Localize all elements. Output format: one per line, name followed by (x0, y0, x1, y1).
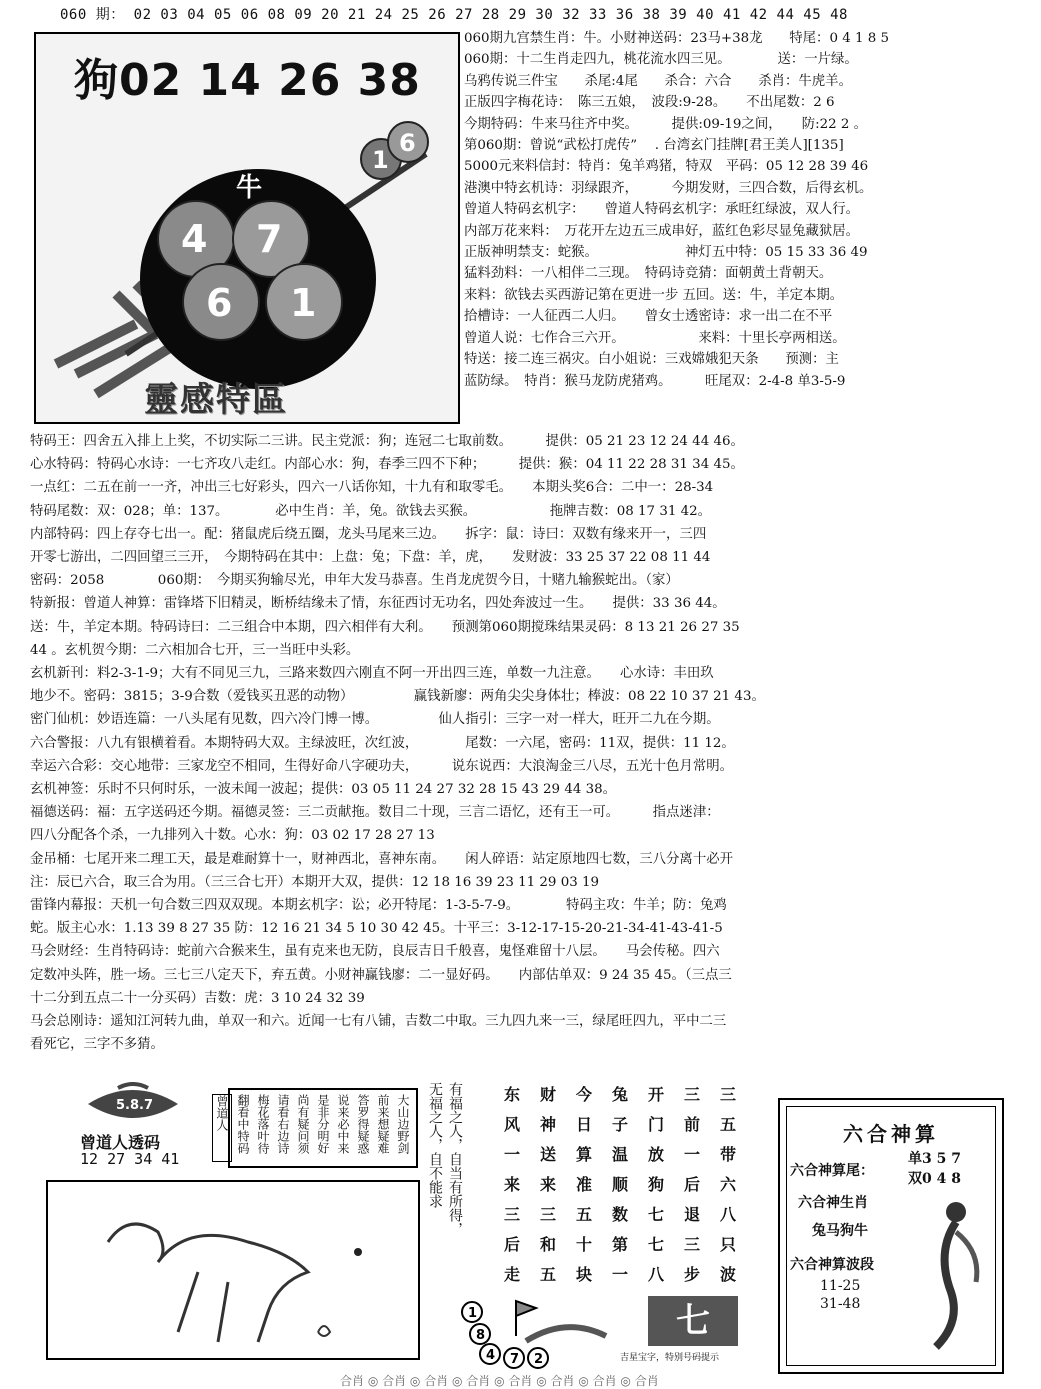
grid-cell: 财 (539, 1085, 556, 1104)
grid-cell: 准 (575, 1175, 592, 1194)
text-line: 5000元来料信封：特肖：兔羊鸡猪，特双 平码：05 12 28 39 46 (464, 159, 869, 175)
text-line: 密码：2058 060期： 今期买狗输尽光，申年大发马恭喜。生肖龙虎贺今日，十赌九输猴蛇出。（家） (30, 573, 679, 589)
grid-cell: 块 (575, 1265, 592, 1284)
grid-cell: 今 (575, 1085, 592, 1104)
grid-cell: 和 (539, 1235, 556, 1254)
poem-col: 是非分明好 (316, 1094, 330, 1154)
grid-cell: 日 (575, 1115, 592, 1134)
poem-col: 曾道人 (212, 1094, 232, 1162)
grid-cell: 五 (719, 1115, 736, 1134)
text-line: 心水特码：特码心水诗：一七齐攻八走红。内部心水：狗，春季三四不下种； 提供：猴：04 11 22 28 31 34 45。 (30, 457, 744, 473)
grid-cell: 退 (683, 1205, 700, 1224)
grid-cell: 东 (503, 1085, 520, 1104)
liuhe-wave1: 11-25 (820, 1278, 861, 1294)
grid-cell: 后 (503, 1235, 520, 1254)
text-line: 拾槽诗：一人征西二人归。 曾女士透密诗：求一出二在不平 (464, 309, 833, 325)
bottom-balls-graphic (456, 1296, 616, 1376)
grid-cell: 第 (611, 1235, 628, 1254)
issue-numbers-line: 060 期： 02 03 04 05 06 08 09 20 21 24 25 26 27 28 29 30 32 33 36 38 39 40 41 42 44 45 48 (60, 7, 848, 23)
poem-col: 梅花落叶待 (256, 1094, 270, 1154)
bottom-ball-label: 2 (534, 1352, 544, 1367)
ball-label-7: 7 (256, 217, 283, 261)
grid-row (494, 1172, 746, 1202)
liuhe-double: 双0 4 8 (908, 1171, 961, 1187)
grid-cell: 八 (647, 1265, 664, 1284)
right-text-column (464, 28, 1036, 392)
flag-icon (516, 1301, 536, 1336)
poem-col: 大山边野剑 (396, 1094, 410, 1154)
text-line: 曾道人特码玄机字： 曾道人特码玄机字：承旺红绿波，双人行。 (464, 202, 860, 218)
grid-cell: 顺 (611, 1175, 628, 1194)
ball-label-6: 6 (206, 281, 233, 325)
text-line: 特码王：四舍五入排上上奖，不切实际二三讲。民主党派：狗；连冠二七取前数。 提供：05 21 23 12 24 44 46。 (30, 434, 744, 449)
zdr-title: 曾道人透码 (80, 1133, 161, 1152)
bottom-ball-label: 1 (468, 1306, 478, 1321)
pot-block (70, 1082, 220, 1172)
ball-label-1: 1 (290, 281, 317, 325)
poem-col: 翻看中特码 (236, 1094, 250, 1154)
grid-cell: 来 (503, 1175, 520, 1194)
grid-row (494, 1262, 746, 1292)
grid-cell: 三 (683, 1085, 700, 1104)
grid-cell: 带 (719, 1145, 736, 1164)
grid-cell: 只 (719, 1235, 736, 1254)
grid-cell: 步 (683, 1265, 700, 1284)
liuhe-title: 六合神算 (843, 1122, 939, 1146)
bottom-ball-label: 7 (510, 1352, 520, 1367)
grid-cell: 三 (503, 1205, 520, 1224)
grid-row (494, 1232, 746, 1262)
poem-col: 尚有疑问须 (296, 1094, 310, 1154)
zdr-numbers: 12 27 34 41 (80, 1150, 180, 1168)
grid-cell: 一 (683, 1145, 700, 1164)
text-line: 开零七游出，二四回望三三开， 今期特码在其中：上盘：兔；下盘：羊，虎， 发财波：33 25 37 22 08 11 44 (30, 550, 711, 566)
text-line: 蛇。版主心水：1.13 39 8 27 35 防：12 16 21 34 5 10 30 42 45。十平三：3-12-17-15-20-21-34-41-43-41-5 (30, 921, 723, 937)
liuhe-wave2: 31-48 (820, 1296, 861, 1312)
seven-box: 七 (648, 1296, 738, 1346)
main-text-block (30, 430, 1035, 1056)
arrow-ball-label-1: 1 (372, 146, 389, 174)
text-line: 六合警报：八九有银横着看。本期特码大双。主绿波旺，次红波， 尾数：一六尾，密码：11双，提供：11 12。 (30, 735, 735, 751)
text-line: 港澳中特玄机诗：羽绿跟齐， 今期发财，三四合数，后得玄机。 (464, 180, 873, 196)
zodiac-label: 牛 (236, 173, 263, 203)
liuhe-zodiac-label: 六合神生肖 (798, 1195, 868, 1211)
text-line: 地少不。密码：3815；3-9合数（爱钱买丑恶的动物） 赢钱新廖：两角尖尖身体壮；棒波：08 22 10 37 21 43。 (30, 689, 765, 705)
text-line: 正版四字梅花诗： 陈三五娘， 波段:9-28。 不出尾数：2 6 (464, 95, 835, 111)
liuhe-single: 单3 5 7 (908, 1151, 961, 1167)
grid-cell: 波 (719, 1265, 736, 1284)
text-line: 第060期：曾说“武松打虎传” . 台湾玄门挂牌[君王美人][135] (464, 138, 844, 154)
poem-box (215, 1088, 418, 1168)
text-line: 福德送码：福：五字送码还今期。福德灵签：三二贡献拖。数目二十现，三言二语忆，还有王一可。 指点迷津： (30, 805, 720, 821)
text-line: 曾道人说：七作合三六开。 来料：十里长亭两相送。 (464, 330, 846, 346)
text-line: 四八分配各个杀，一九排列入十数。心水：狗：03 02 17 28 27 13 (30, 828, 435, 844)
bottom-ball-label: 4 (486, 1348, 496, 1363)
horse-sketch (48, 1182, 418, 1358)
hero-panel (34, 32, 460, 424)
pot-icon (78, 1082, 188, 1126)
text-line: 特新报：曾道人神算：雷锋塔下旧精灵，断桥结缘未了情，东征西讨无功名，四处奔波过一生。 提供：33 36 44。 (30, 596, 726, 612)
horse-picture (46, 1180, 420, 1360)
grid-cell: 走 (503, 1265, 520, 1284)
text-line: 今期特码：牛来马往齐中奖。 提供:09-19之间， 防:22 2 。 (464, 116, 868, 132)
text-line: 注：辰已六合，取三合为用。（三三合七开）本期开大双，提供：12 18 16 39 23 11 29 03 19 (30, 874, 600, 890)
grid-cell: 温 (611, 1145, 628, 1164)
text-line: 正版神明禁支：蛇猴。 神灯五中特：05 15 33 36 49 (464, 245, 868, 261)
footer-strip: 合肖 ◎ 合肖 ◎ 合肖 ◎ 合肖 ◎ 合肖 ◎ 合肖 ◎ 合肖 ◎ 合肖 (340, 1374, 659, 1388)
text-line: 内部万花来料： 万花开左边五三成串好，蓝红色彩尽显兔藏狱居。 (464, 223, 860, 239)
ball-label-4: 4 (181, 217, 208, 261)
text-line: 猛料劲料：一八相伴二三现。 特码诗竞猜：面朝黄土背朝天。 (464, 266, 833, 282)
text-line: 44 。玄机贺今期：二六相加合七开，三一当旺中头彩。 (30, 642, 360, 658)
liuhe-box (778, 1098, 1004, 1374)
grid-cell: 三 (683, 1235, 700, 1254)
grid-row (494, 1082, 746, 1112)
text-line: 蓝防绿。 特肖：猴马龙防虎猪鸡。 旺尾双：2-4-8 单3-5-9 (464, 373, 846, 389)
grid-cell: 五 (575, 1205, 592, 1224)
grid-cell: 兔 (611, 1085, 628, 1104)
poem-col: 说来必中来 (336, 1094, 350, 1154)
text-line: 乌鸦传说三件宝 杀尾:4尾 杀合：六合 杀肖：牛虎羊。 (464, 73, 852, 89)
grid-cell: 八 (719, 1205, 736, 1224)
poem-col: 请看右边诗 (276, 1094, 290, 1154)
vertical-saying-2: 无福之人，自不能求 (427, 1082, 443, 1208)
grid-row (494, 1142, 746, 1172)
grid-cell: 神 (539, 1115, 556, 1134)
figure-icon (926, 1192, 996, 1352)
text-line: 特送：接二连三祸灾。白小姐说：三戏嫦娥犯天条 预测：主 (464, 352, 839, 368)
grid-cell: 五 (539, 1265, 556, 1284)
text-line: 看死它，三字不多猜。 (30, 1037, 164, 1053)
grid-cell: 三 (539, 1205, 556, 1224)
hero-numbers: 狗02 14 26 38 (74, 55, 421, 106)
character-grid (494, 1082, 746, 1292)
text-line: 幸运六合彩：交心地带：三家龙空不相同，生得好命八字硬功夫， 说东说西：大浪淘金三八尽，五光十色月常明。 (30, 758, 733, 774)
pot-label: 5.8.7 (116, 1098, 154, 1113)
arrow-ball-label-6: 6 (399, 129, 416, 157)
text-line: 060期九宫禁生肖：牛。小财神送码：23马+38龙 特尾：0 4 1 8 5 (464, 31, 890, 46)
liuhe-wave-label: 六合神算波段 (790, 1257, 874, 1273)
grid-cell: 算 (575, 1145, 592, 1164)
text-line: 来料：欲钱去买西游记第在更进一步 五回。送：牛，羊定本期。 (464, 287, 844, 303)
liuhe-zodiac: 兔马狗牛 (812, 1223, 868, 1239)
text-line: 马会财经：生肖特码诗：蛇前六合猴来生，虽有克来也无防，良辰吉日千般喜，鬼怪难留十八层。 马会传秘。四六 (30, 944, 720, 960)
text-line: 玄机神签：乐时不只何时乐，一波未闻一波起；提供：03 05 11 24 27 32 28 15 43 29 44 38。 (30, 782, 617, 798)
grid-cell: 送 (539, 1145, 556, 1164)
grid-cell: 十 (575, 1235, 592, 1254)
poem-col: 前来想疑难 (376, 1094, 390, 1154)
grid-cell: 数 (611, 1205, 628, 1224)
grid-row (494, 1112, 746, 1142)
grid-cell: 风 (503, 1115, 520, 1134)
text-line: 马会总刚诗：遥知江河转九曲，单双一和六。近闻一七有八铺，吉数二中取。三九四九来一三，绿尾旺四九，平中二三 (30, 1014, 727, 1030)
text-line: 内部特码：四上存夺七出一。配：猪鼠虎后绕五圈，龙头马尾来三边。 拆字：鼠：诗曰：双数有缘来开一，三四 (30, 526, 707, 542)
grid-cell: 一 (611, 1265, 628, 1284)
hero-title: 靈感特區 (144, 380, 288, 420)
liuhe-tail-label: 六合神算尾： (790, 1163, 874, 1179)
text-line: 定数冲头阵，胜一场。三七三八定天下，弃五黄。小财神赢钱廖：二一显好码。 内部估单双：9 24 35 45。（三点三 (30, 967, 732, 983)
vertical-saying-1: 有福之人，自当有所得， (447, 1082, 463, 1236)
text-line: 十二分到五点二十一分买码）吉数：虎：3 10 24 32 39 (30, 990, 365, 1006)
grid-cell: 六 (719, 1175, 736, 1194)
grid-cell: 狗 (647, 1175, 664, 1194)
grid-cell: 前 (683, 1115, 700, 1134)
grid-cell: 来 (539, 1175, 556, 1194)
grid-cell: 后 (683, 1175, 700, 1194)
text-line: 密门仙机：妙语连篇：一八头尾有见数，四六冷门博一博。 仙人指引：三字一对一样大，旺开二九在今期。 (30, 712, 720, 728)
grid-cell: 三 (719, 1085, 736, 1104)
hero-graphic (36, 34, 458, 422)
poem-col: 答罗得疑惑 (356, 1094, 370, 1154)
text-line: 一点红：二五在前一一齐，冲出三七好彩头，四六一八话你知，十九有和取零毛。 本期头奖6合：二中一：28-34 (30, 480, 714, 496)
grid-cell: 七 (647, 1205, 664, 1224)
grid-cell: 子 (611, 1115, 628, 1134)
text-line: 金吊桶：七尾开来二理工天，最是难耐算十一，财神西北，喜神东南。 闲人碎语：站定原地四七数，三八分离十必开 (30, 851, 733, 867)
grid-cell: 一 (503, 1145, 520, 1164)
bottom-ball-label: 8 (476, 1328, 486, 1343)
seven-caption: 吉星宝字，特别号码提示 (620, 1353, 720, 1363)
text-line: 雷锋内幕报：天机一句合数三四双双现。本期玄机字：讼；必开特尾：1-3-5-7-9。 特码主攻：牛羊；防：兔鸡 (30, 898, 727, 914)
grid-row (494, 1202, 746, 1232)
grid-cell: 放 (647, 1145, 664, 1164)
grid-cell: 门 (647, 1115, 664, 1134)
text-line: 玄机新刊：料2-3-1-9；大有不同见三九，三路来数四六刚直不阿一开出四三连，单数一九注意。 心水诗：丰田玖 (30, 666, 714, 682)
text-line: 送：牛，羊定本期。特码诗曰：二三组合中本期，四六相伴有大利。 预测第060期搅珠结果灵码：8 13 21 26 27 35 (30, 619, 740, 635)
text-line: 060期：十二生肖走四九，桃花流水四三见。 送：一片绿。 (464, 52, 858, 68)
grid-cell: 开 (647, 1085, 664, 1104)
text-line: 特码尾数：双：028；单：137。 必中生肖：羊，兔。欲钱去买猴。 拖牌吉数：08 17 31 42。 (30, 503, 712, 519)
grid-cell: 七 (647, 1235, 664, 1254)
